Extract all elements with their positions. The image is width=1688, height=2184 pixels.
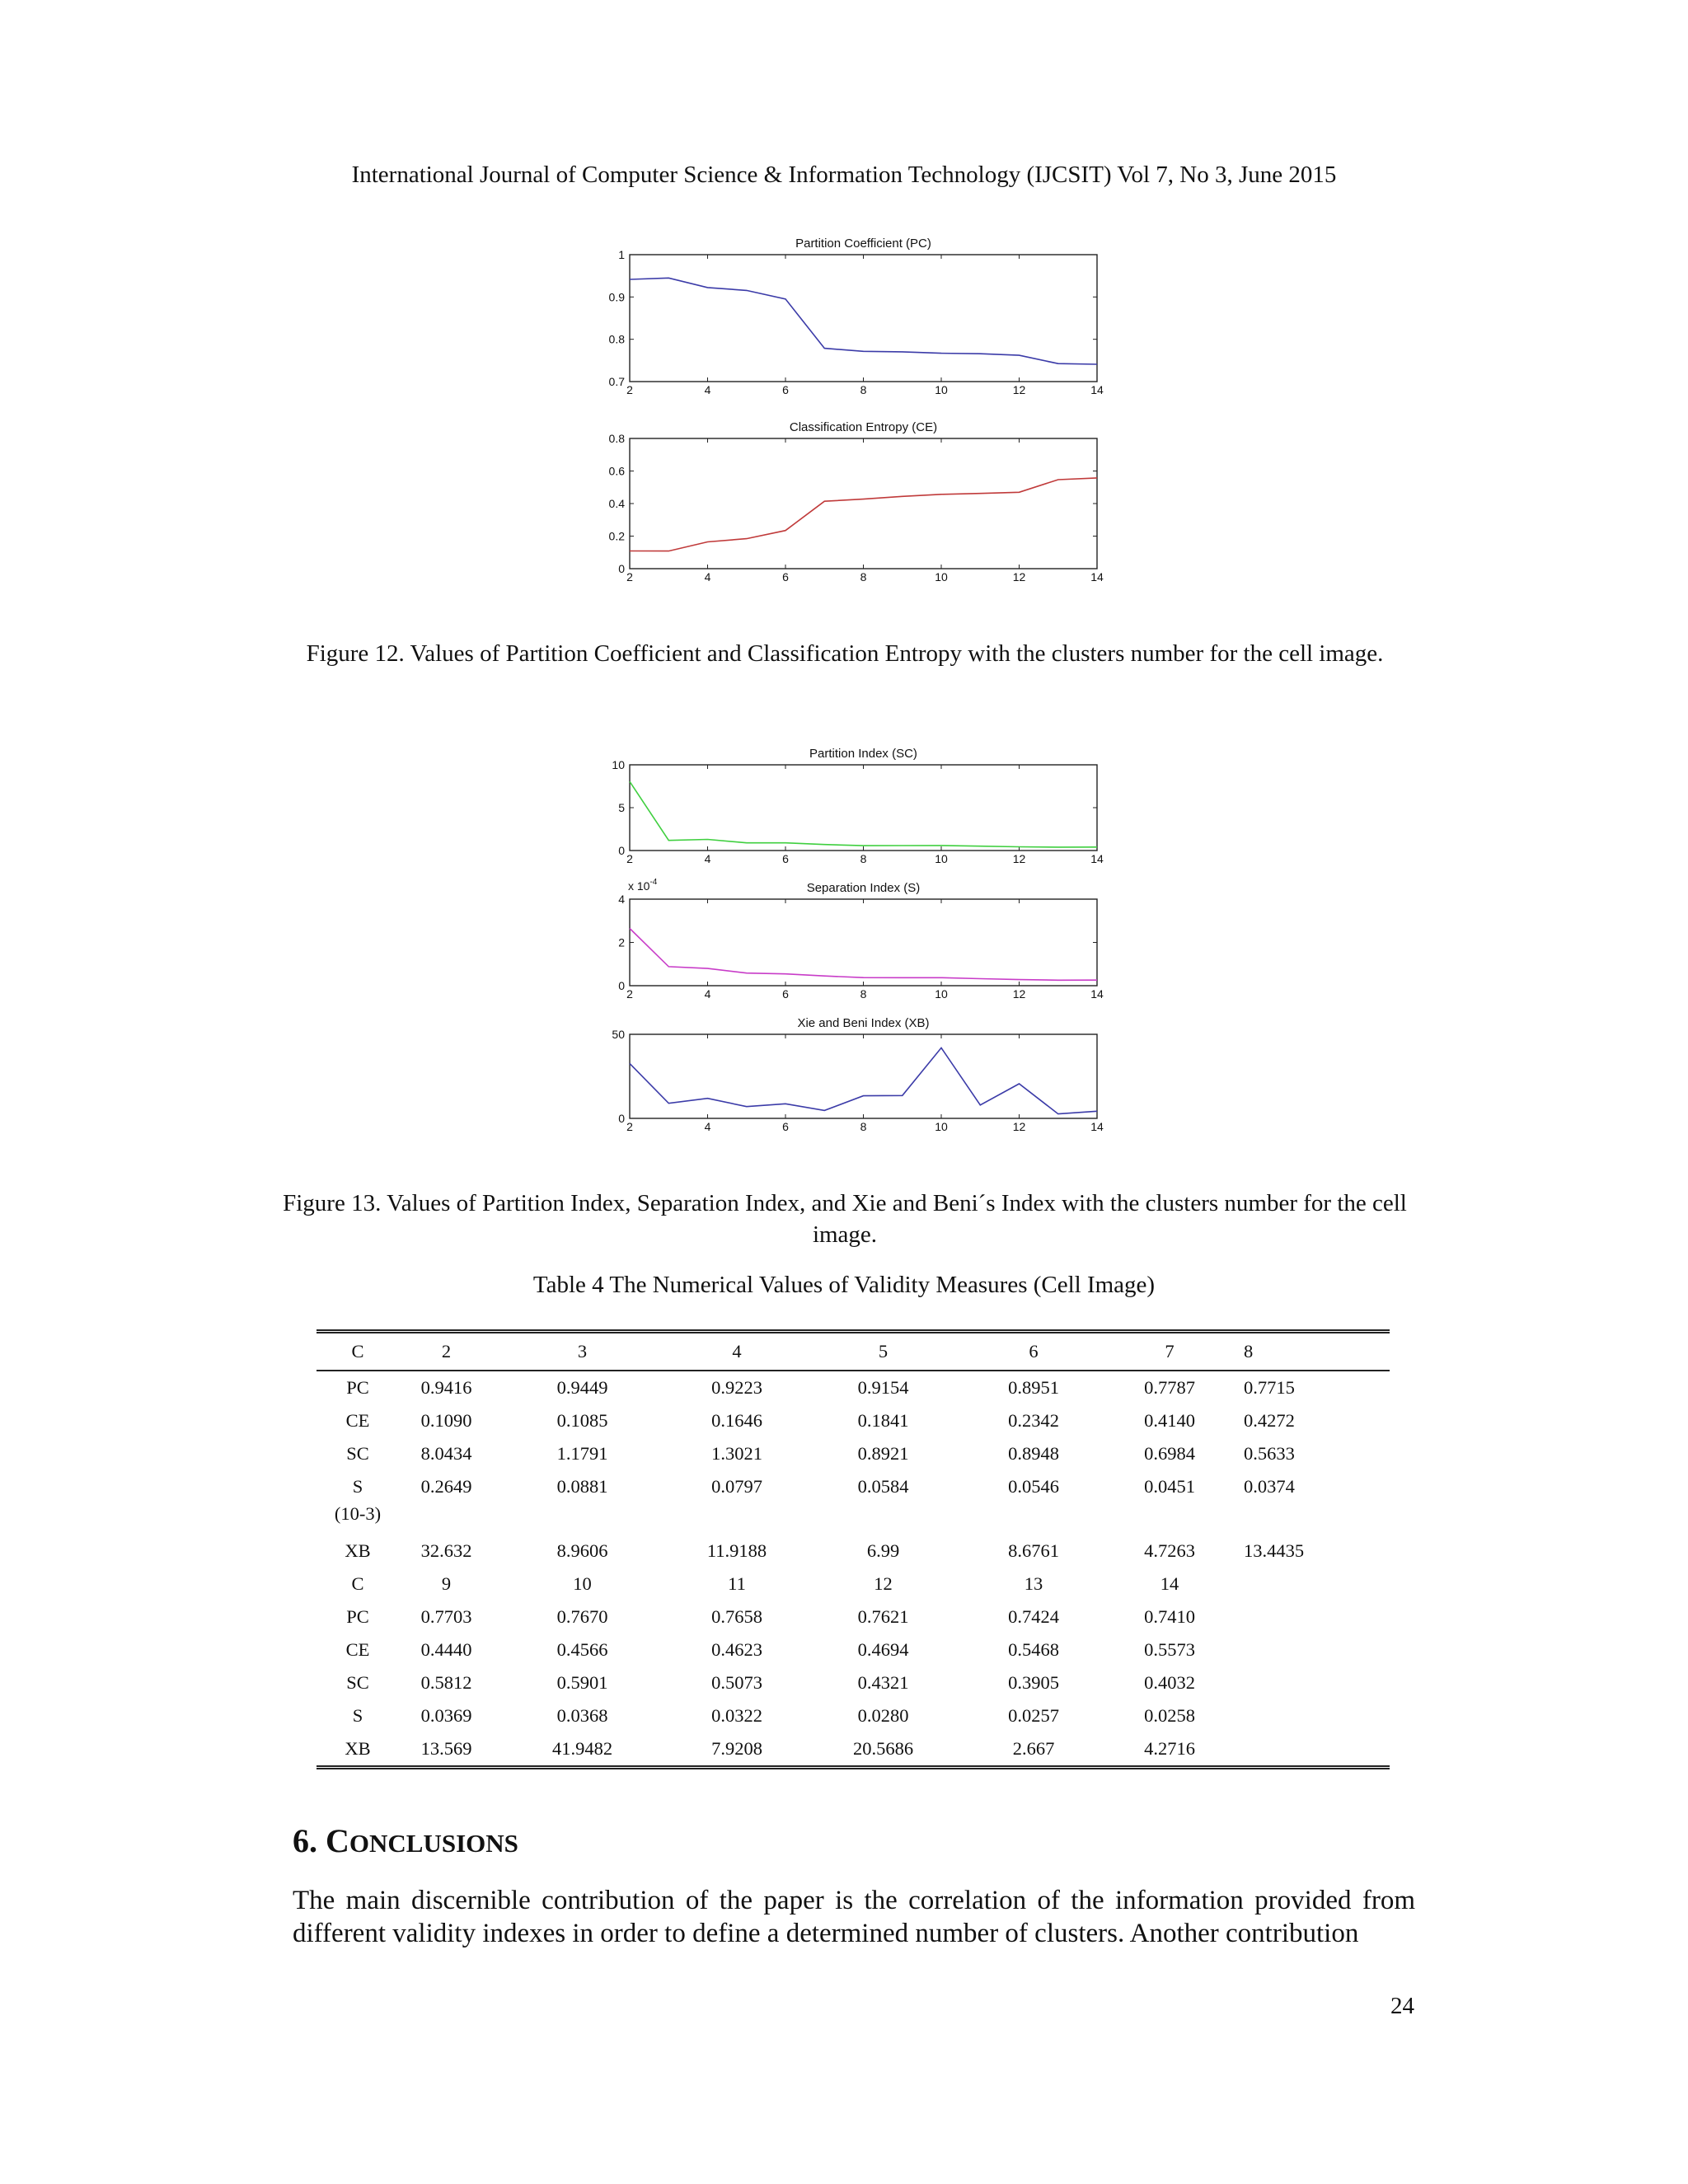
value-cell: 0.5633 [1244,1443,1295,1464]
value-cell: 0.0257 [1008,1705,1059,1726]
figure-13-caption: Figure 13. Values of Partition Index, Separation Index, and Xie and Beni´s Index with the clusters number for the cell image. [283,1190,1407,1248]
sc-ytick-label: 10 [612,758,625,771]
xb-xtick-label: 4 [704,1120,711,1133]
row-label-cell: CE [345,1639,370,1660]
sc-plot [612,747,1104,865]
running-header: International Journal of Computer Science & Information Technology (IJCSIT) Vol 7, No 3, June 2015 [351,162,1337,188]
value-cell: 11.9188 [706,1540,767,1561]
value-cell: 0.8951 [1008,1377,1059,1398]
value-cell [1236,1568,1390,1601]
ce-plot [609,420,1104,583]
pc-axes-frame [630,255,1097,382]
body-paragraph: The main discernible contribution of the paper is the correlation of the information provided from different validity indexes in order to define a determined number of clusters. Another contribution [293,1886,1415,1948]
s-xtick-label: 12 [1012,987,1026,1001]
value-cell: 2.667 [1012,1738,1055,1759]
value-cell: 0.5468 [1008,1639,1059,1660]
value-cell: 6 [964,1332,1104,1371]
table-row [316,1437,1390,1470]
value-cell: 0.4694 [857,1639,909,1660]
value-cell: 0.7658 [711,1606,762,1627]
value-cell: 5 [803,1332,964,1371]
sc-ytick-label: 0 [618,844,625,857]
ce-xtick-label: 4 [704,570,711,583]
s-xtick-label: 4 [704,987,711,1001]
value-cell: 0.1841 [857,1410,909,1431]
table-row [316,1470,1390,1503]
s-ytick-label: 2 [618,935,625,949]
sc-xtick-label: 2 [626,852,633,865]
row-label-cell: SC [346,1443,369,1464]
value-cell: 1.1791 [556,1443,608,1464]
ce-xtick-label: 12 [1012,570,1026,583]
s-unit-label: (10-3) [334,1503,382,1524]
xb-xtick-label: 14 [1090,1120,1104,1133]
row-label-cell: S [352,1476,363,1497]
value-cell: 0.2342 [1008,1410,1059,1431]
validity-table [316,1329,1390,1769]
value-cell: 13.569 [420,1738,472,1759]
pc-xtick-label: 10 [935,383,948,396]
value-cell: 8 [1236,1332,1390,1371]
xb-axes-frame [630,1034,1097,1118]
row-label-cell: XB [345,1738,371,1759]
value-cell: 7 [1104,1332,1236,1371]
sc-axes-frame [630,765,1097,851]
value-cell: 1.3021 [711,1443,762,1464]
pc-ytick-label: 0.8 [608,332,625,346]
table-row [316,1371,1390,1404]
s-series-line [630,929,1097,981]
value-cell: 32.632 [420,1540,472,1561]
value-cell: 0.0280 [857,1705,909,1726]
value-cell: 0.9154 [857,1377,909,1398]
value-cell: 0.7424 [1008,1606,1059,1627]
value-cell: 0.9449 [556,1377,608,1398]
value-cell: 0.0797 [711,1476,762,1497]
s-xtick-label: 10 [935,987,948,1001]
s-xtick-label: 2 [626,987,633,1001]
xb-xtick-label: 12 [1012,1120,1026,1133]
row-label-cell: C [316,1332,399,1371]
s-xtick-label: 8 [860,987,867,1001]
ce-ytick-label: 0.2 [608,529,625,543]
s-ytick-label: 4 [618,893,625,906]
value-cell: 0.7703 [420,1606,472,1627]
table-row [316,1732,1390,1768]
ce-ytick-label: 0.6 [608,464,625,478]
value-cell: 0.4140 [1144,1410,1195,1431]
xb-xtick-label: 8 [860,1120,867,1133]
sc-xtick-label: 8 [860,852,867,865]
value-cell: 8.6761 [1008,1540,1059,1561]
value-cell: 0.7410 [1144,1606,1195,1627]
value-cell: 0.4566 [556,1639,608,1660]
sc-xtick-label: 12 [1012,852,1026,865]
table-row [316,1633,1390,1666]
value-cell: 0.4440 [420,1639,472,1660]
sc-series-line [630,781,1097,847]
s-axes-frame [630,899,1097,986]
table-subheader-row [316,1568,1390,1601]
xb-xtick-label: 10 [935,1120,948,1133]
value-cell: 0.5573 [1144,1639,1195,1660]
value-cell [1236,1601,1390,1633]
value-cell: 0.6984 [1144,1443,1195,1464]
pc-xtick-label: 12 [1012,383,1026,396]
value-cell: 12 [874,1573,893,1594]
figure-13 [577,731,1121,1143]
row-label-cell: XB [345,1540,371,1561]
figure-12 [577,229,1121,592]
xb-series-line [630,1047,1097,1113]
value-cell: 0.4272 [1244,1410,1295,1431]
value-cell: 0.0546 [1008,1476,1059,1497]
value-cell: 20.5686 [852,1738,914,1759]
value-cell: 0.0368 [556,1705,608,1726]
value-cell: 4.7263 [1144,1540,1195,1561]
value-cell: 10 [573,1573,592,1594]
s-scale-label: x $10^{-4}$ [628,878,658,893]
figure-12-plots [577,229,1121,592]
value-cell: 14 [1160,1573,1179,1594]
sc-xtick-label: 10 [935,852,948,865]
figure-13-plots [577,731,1121,1143]
xb-title: Xie and Beni Index (XB) [797,1016,930,1030]
row-label-cell: S [352,1705,363,1726]
row-label-cell: SC [346,1672,369,1693]
xb-xtick-label: 2 [626,1120,633,1133]
ce-xtick-label: 2 [626,570,633,583]
value-cell: 4.2716 [1144,1738,1195,1759]
value-cell: 8.0434 [420,1443,472,1464]
value-cell: 0.7621 [857,1606,909,1627]
value-cell: 0.1090 [420,1410,472,1431]
value-cell [1236,1633,1390,1666]
xb-xtick-label: 6 [782,1120,789,1133]
figure-12-caption: Figure 12. Values of Partition Coefficient and Classification Entropy with the clusters number for the cell image. [306,640,1384,667]
pc-title: Partition Coefficient (PC) [795,237,931,251]
value-cell: 0.0322 [711,1705,762,1726]
table-caption: Table 4 The Numerical Values of Validity Measures (Cell Image) [532,1272,1156,1298]
value-cell: 0.1085 [556,1410,608,1431]
pc-ytick-label: 0.7 [608,375,625,388]
table-row [316,1699,1390,1732]
value-cell: 0.3905 [1008,1672,1059,1693]
value-cell: 0.4321 [857,1672,909,1693]
value-cell: 0.2649 [420,1476,472,1497]
page-number: 24 [1390,1993,1414,2019]
value-cell: 0.5812 [420,1672,472,1693]
ce-ytick-label: 0.8 [608,432,625,445]
value-cell: 0.4623 [711,1639,762,1660]
s-title: Separation Index (S) [806,881,921,895]
xb-ytick-label: 50 [612,1028,625,1041]
value-cell: 11 [728,1573,746,1594]
value-cell: 0.7787 [1144,1377,1195,1398]
value-cell [1236,1732,1390,1768]
ce-xtick-label: 14 [1090,570,1104,583]
row-label-cell: C [351,1573,364,1594]
table-row [316,1666,1390,1699]
value-cell: 0.0584 [857,1476,909,1497]
row-label-cell: PC [346,1606,369,1627]
value-cell: 8.9606 [556,1540,608,1561]
pc-xtick-label: 6 [782,383,789,396]
value-cell: 6.99 [866,1540,900,1561]
sc-xtick-label: 14 [1090,852,1104,865]
value-cell: 0.5073 [711,1672,762,1693]
s-xtick-label: 14 [1090,987,1104,1001]
value-cell: 0.0258 [1144,1705,1195,1726]
value-cell [1236,1666,1390,1699]
ce-title: Classification Entropy (CE) [789,420,938,434]
value-cell: 0.0451 [1144,1476,1195,1497]
xb-plot [612,1016,1104,1133]
pc-xtick-label: 8 [860,383,867,396]
value-cell [1236,1699,1390,1732]
value-cell: 0.4032 [1144,1672,1195,1693]
row-label-cell: PC [346,1377,369,1398]
value-cell: 0.1646 [711,1410,762,1431]
sc-xtick-label: 6 [782,852,789,865]
sc-title: Partition Index (SC) [809,747,917,761]
row-label-cell: CE [345,1410,370,1431]
pc-ytick-label: 0.9 [608,290,625,304]
table-row [316,1601,1390,1633]
value-cell: 0.5901 [556,1672,608,1693]
value-cell: 0.9223 [711,1377,762,1398]
ce-series-line [630,478,1097,551]
s-xtick-label: 6 [782,987,789,1001]
value-cell: 0.7670 [556,1606,608,1627]
sc-xtick-label: 4 [704,852,711,865]
ce-xtick-label: 6 [782,570,789,583]
table-row [316,1404,1390,1437]
table-row [316,1535,1390,1568]
value-cell: 0.9416 [420,1377,472,1398]
value-cell: 9 [441,1573,452,1594]
table-header-row [316,1332,1390,1371]
ce-ytick-label: 0.4 [608,497,625,510]
value-cell: 0.8921 [857,1443,909,1464]
value-cell: 7.9208 [711,1738,762,1759]
value-cell: 4 [671,1332,803,1371]
ce-axes-frame [630,438,1097,569]
value-cell: 0.8948 [1008,1443,1059,1464]
pc-xtick-label: 2 [626,383,633,396]
pc-xtick-label: 4 [704,383,711,396]
ce-xtick-label: 8 [860,570,867,583]
s-plot [618,878,1104,1001]
value-cell: 13 [1024,1573,1043,1594]
xb-ytick-label: 0 [618,1112,625,1125]
section-heading: 6. CONCLUSIONS [293,1822,518,1859]
pc-series-line [630,278,1097,364]
pc-plot [609,237,1104,396]
value-cell: 41.9482 [551,1738,613,1759]
ce-ytick-label: 0 [618,562,625,575]
value-cell: 0.0369 [420,1705,472,1726]
table-row-unit [316,1503,1390,1535]
value-cell: 2 [399,1332,494,1371]
pc-ytick-label: 1 [618,248,625,261]
sc-ytick-label: 5 [618,801,625,814]
value-cell: 0.0374 [1244,1476,1295,1497]
s-ytick-label: 0 [618,979,625,992]
value-cell: 13.4435 [1244,1540,1305,1561]
value-cell: 0.0881 [556,1476,608,1497]
pc-xtick-label: 14 [1090,383,1104,396]
value-cell: 3 [494,1332,671,1371]
ce-xtick-label: 10 [935,570,948,583]
value-cell: 0.7715 [1244,1377,1295,1398]
